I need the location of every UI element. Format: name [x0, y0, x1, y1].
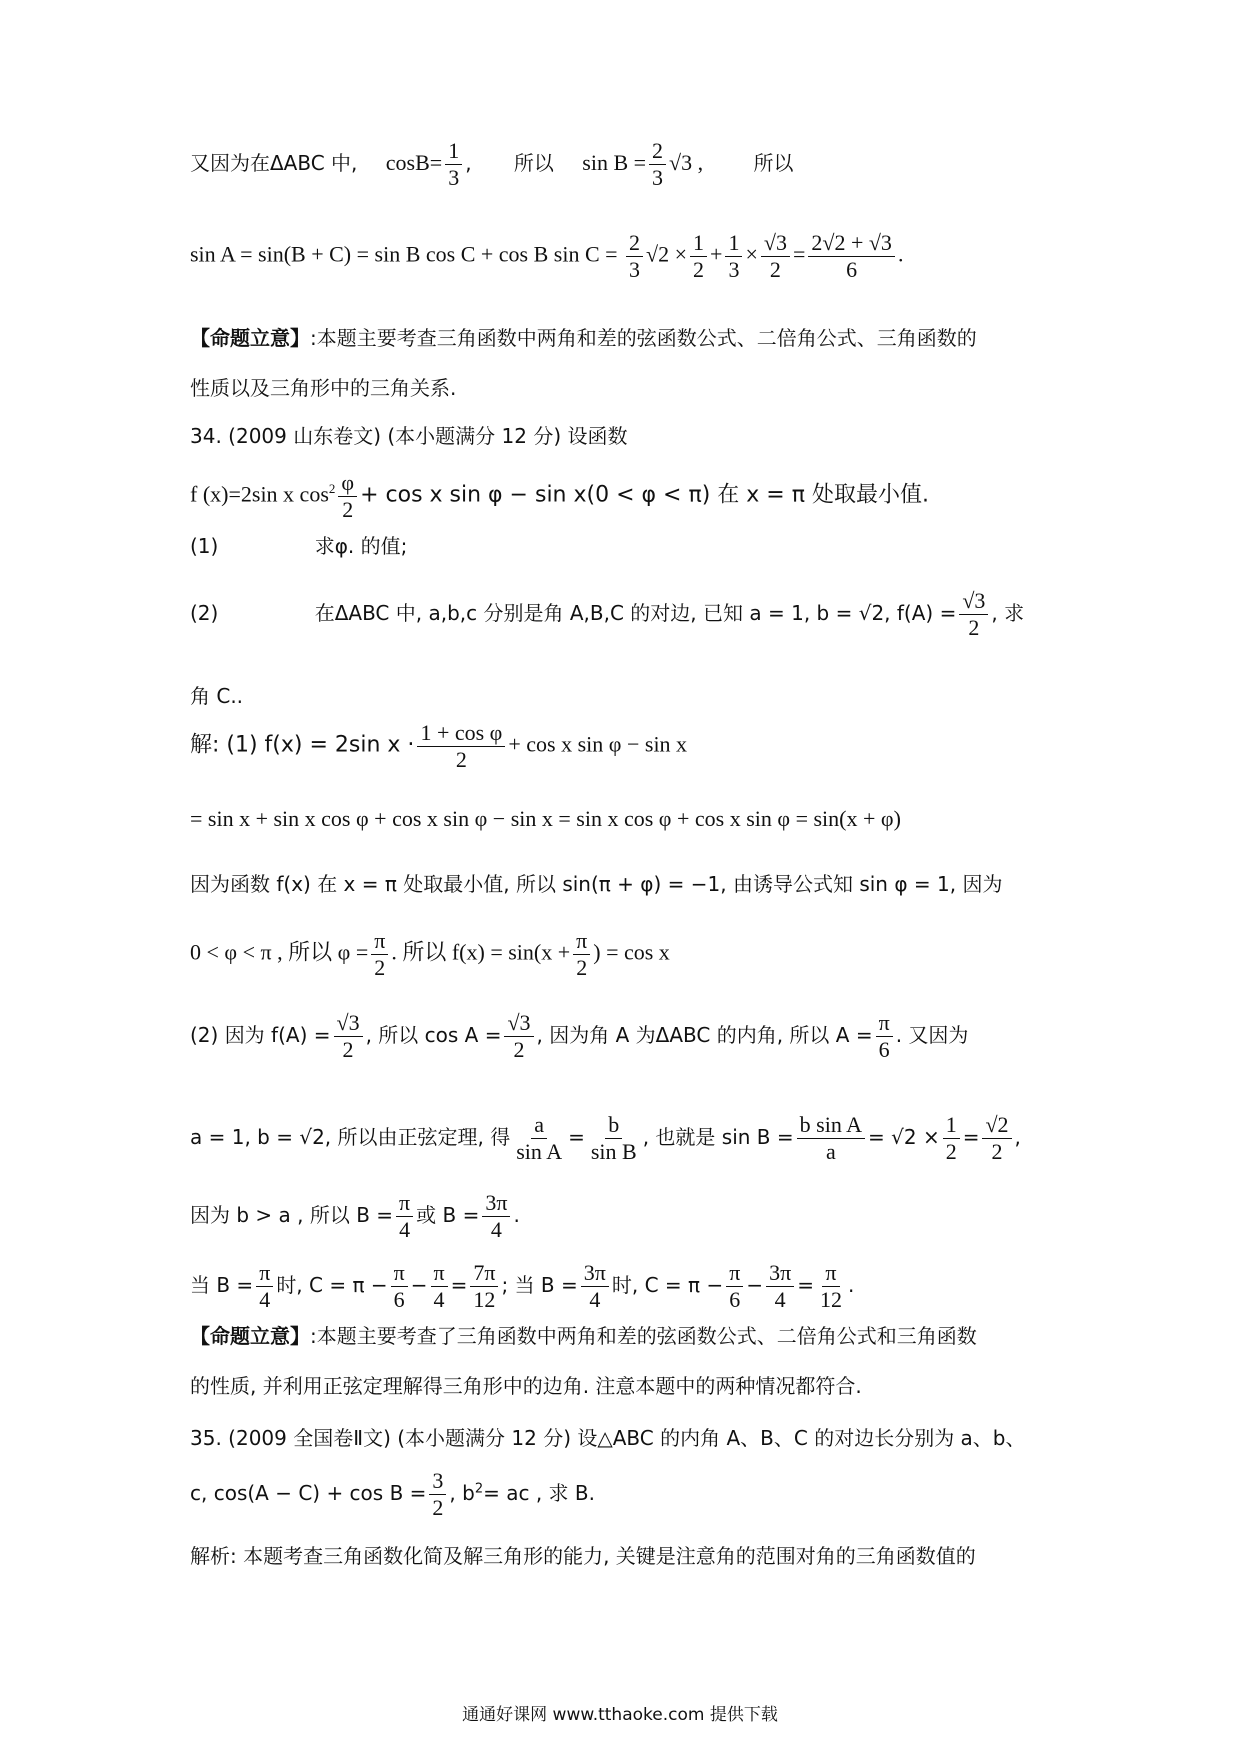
- line-21: c, cos(A − C) + cos B = $\frac{3}{2}$ , $b^2=$ ac , 求 B.: [190, 1468, 595, 1520]
- fraction: $\frac{7\pi}{12}$: [470, 1262, 498, 1311]
- line-3: 【命题立意】:本题主要考查三角函数中两角和差的弦函数公式、二倍角公式、三角函数的: [190, 326, 977, 350]
- line-9: 角 C..: [190, 684, 244, 708]
- line-22: 解析: 本题考查三角函数化简及解三角形的能力, 关键是注意角的范围对角的三角函数值的: [190, 1544, 976, 1568]
- page-footer: 通通好课网 www.tthaoke.com 提供下载: [462, 1705, 778, 1725]
- line-4: 性质以及三角形中的三角关系.: [190, 376, 457, 400]
- fraction: $\frac{\pi}{6}$: [726, 1262, 743, 1311]
- fraction: $\frac{\pi}{4}$: [396, 1192, 413, 1241]
- fraction: $\frac{√3}{2}$: [761, 232, 790, 281]
- line-7: (1) 求φ. 的值;: [190, 534, 408, 558]
- fraction: $\frac{1}{2}$: [943, 1114, 960, 1163]
- fraction: $\frac{\text{1 + cos φ}}{2}$: [417, 722, 505, 771]
- fraction: $\frac{\pi}{2}$: [371, 930, 388, 979]
- fraction: $\frac{3\pi}{4}$: [581, 1262, 609, 1311]
- line-20: 35. (2009 全国卷Ⅱ文) (本小题满分 12 分) 设△ABC 的内角 A、B、C 的对边长分别为 a、b、: [190, 1426, 1026, 1450]
- line-6: f (x)=2sin x $\cos^2$ $\frac{\varphi}{2}$ + cos x sin φ − sin x(0 < φ < π) 在 x = π 处取最小值.: [190, 470, 929, 522]
- fraction: $\frac{\pi}{6}$: [391, 1262, 408, 1311]
- fraction: $\frac{2}{3}$: [649, 140, 666, 189]
- fraction: $\frac{√3}{2}$: [504, 1012, 533, 1061]
- fraction: $\frac{1}{2}$: [690, 232, 707, 281]
- fraction: $\frac{2}{3}$: [626, 232, 643, 281]
- fraction: $\frac{√2}{2}$: [982, 1114, 1011, 1163]
- fraction: $\frac{3}{2}$: [429, 1470, 446, 1519]
- line-18: 【命题立意】:本题主要考查了三角函数中两角和差的弦函数公式、二倍角公式和三角函数: [190, 1324, 977, 1348]
- line-11: = sin x + sin x cos φ + cos x sin φ − sin x = sin x cos φ + cos x sin φ = sin(x + φ): [190, 806, 901, 831]
- line-15: a = 1, b = √2, 所以由正弦定理, 得 $\frac{a}{\text{sin A}}$ = $\frac{b}{\text{sin B}}$ , 也就是 sin B = $\frac{\text{b sin A}}{a}$ = √2 × $\frac{1}{2}$ = $\frac{√2}{2}$ ,: [190, 1112, 1021, 1164]
- line-1: 又因为在ΔABC 中, cosB= $\frac{1}{3}$ , 所以 sin B = $\frac{2}{3}$ √3 , 所以: [190, 138, 794, 190]
- line-17: 当 B = $\frac{\pi}{4}$ 时, C = π − $\frac{\pi}{6}$ − $\frac{\pi}{4}$ = $\frac{7\pi}{12}$ ; 当 B = $\frac{3\pi}{4}$ 时, C = π − $\frac{\pi}{6}$ − $\frac{3\pi}{4}$ = $\frac{\pi}{12}$ .: [190, 1260, 855, 1312]
- fraction: $\frac{√3}{2}$: [959, 590, 988, 639]
- fraction: $\frac{\text{b sin A}}{a}$: [797, 1114, 865, 1163]
- line-14: (2) 因为 f(A) = $\frac{√3}{2}$ , 所以 cos A = $\frac{√3}{2}$ , 因为角 A 为ΔABC 的内角, 所以 A = $\frac{\pi}{6}$ . 又因为: [190, 1010, 969, 1062]
- fraction: $\frac{\pi}{2}$: [573, 930, 590, 979]
- line-19: 的性质, 并利用正弦定理解得三角形中的边角. 注意本题中的两种情况都符合.: [190, 1374, 862, 1398]
- fraction: $\frac{√3}{2}$: [334, 1012, 363, 1061]
- line-5: 34. (2009 山东卷文) (本小题满分 12 分) 设函数: [190, 424, 628, 448]
- fraction: $\frac{\pi}{4}$: [256, 1262, 273, 1311]
- fraction: $\frac{\varphi}{2}$: [338, 472, 357, 521]
- line-10: 解: (1) f(x) = 2sin x · $\frac{\text{1 + cos φ}}{2}$ + cos x sin φ − sin x: [190, 720, 688, 772]
- line-13: 0 < φ < π , 所以 φ = $\frac{\pi}{2}$ . 所以 f(x) = sin(x + $\frac{\pi}{2}$ ) = cos x: [190, 928, 670, 980]
- line-8: (2) 在ΔABC 中, a,b,c 分别是角 A,B,C 的对边, 已知 a = 1, b = √2, f(A) = $\frac{√3}{2}$ , 求: [190, 588, 1025, 640]
- fraction: $\frac{1}{3}$: [725, 232, 742, 281]
- fraction: $\frac{3\pi}{4}$: [766, 1262, 794, 1311]
- fraction: $\frac{3\pi}{4}$: [482, 1192, 510, 1241]
- line-12: 因为函数 f(x) 在 x = π 处取最小值, 所以 sin(π + φ) = −1, 由诱导公式知 sin φ = 1, 因为: [190, 872, 1003, 896]
- fraction: $\frac{2√2 + √3}{6}$: [808, 232, 895, 281]
- fraction: $\frac{\pi}{4}$: [431, 1262, 448, 1311]
- fraction: $\frac{a}{\text{sin A}}$: [516, 1112, 563, 1164]
- fraction: $\frac{\pi}{12}$: [819, 1260, 842, 1312]
- fraction: $\frac{b}{\text{sin B}}$: [590, 1112, 637, 1164]
- fraction: $\frac{1}{3}$: [445, 140, 462, 189]
- fraction: $\frac{\pi}{6}$: [876, 1012, 893, 1061]
- line-16: 因为 b > a , 所以 B = $\frac{\pi}{4}$ 或 B = $\frac{3\pi}{4}$ .: [190, 1190, 520, 1242]
- line-2: sin A = sin(B + C) = sin B cos C + cos B sin C = $\frac{2}{3}$ √2 × $\frac{1}{2}$ + $\frac{1}{3}$ × $\frac{√3}{2}$ = $\frac{2√2 + √3}{6}$ .: [190, 230, 904, 282]
